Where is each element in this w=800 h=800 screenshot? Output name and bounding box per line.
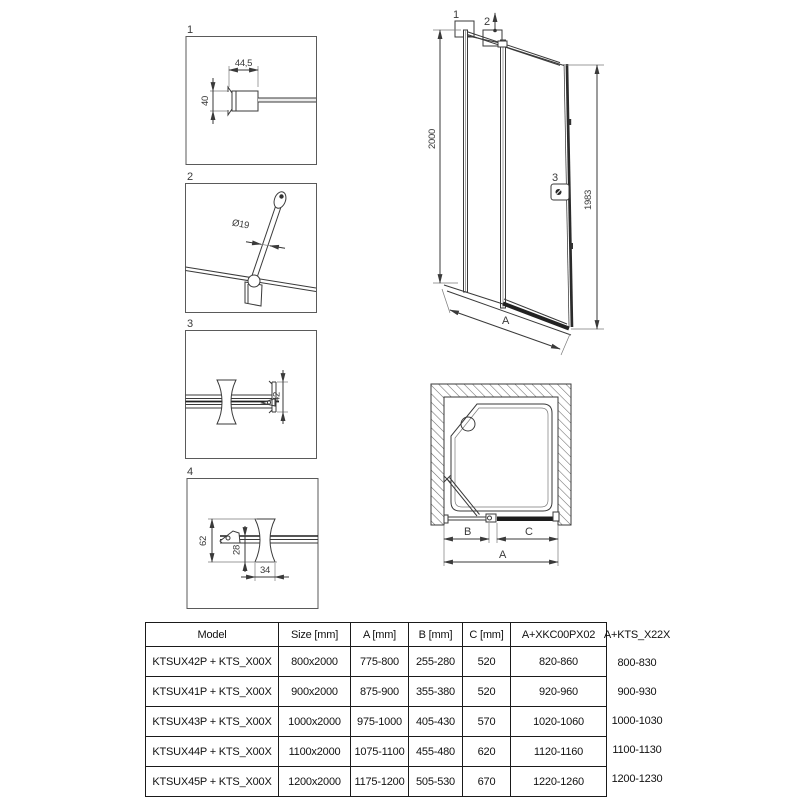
cell-a-kts: 1000-1030 — [611, 714, 663, 727]
door-closed-position — [444, 512, 559, 523]
cell-c: 520 — [463, 677, 511, 707]
cell-c: 670 — [463, 767, 511, 797]
cell-size: 1200x2000 — [279, 767, 351, 797]
detail-panel-3 — [184, 314, 319, 460]
panel-4-number: 4 — [187, 466, 194, 478]
table-row — [146, 737, 607, 767]
cell-model: KTSUX43P + KTS_X00X — [146, 707, 279, 737]
svg-text:62: 62 — [198, 536, 209, 546]
cell-a-xkc: 1220-1260 — [511, 767, 607, 797]
spec-table-main — [145, 622, 607, 797]
cell-size: 1000x2000 — [279, 707, 351, 737]
cell-a-xkc: 820-860 — [511, 647, 607, 677]
dim-b — [444, 523, 489, 543]
callout-3-label: 3 — [552, 172, 559, 184]
cell-b: 455-480 — [409, 737, 463, 767]
svg-text:Ø19: Ø19 — [231, 217, 250, 232]
panel-2-number: 2 — [187, 171, 194, 183]
shower-tray — [451, 404, 552, 511]
cell-a-xkc: 1120-1160 — [511, 737, 607, 767]
svg-text:42: 42 — [271, 392, 283, 402]
cell-a-xkc: 1020-1060 — [511, 707, 607, 737]
cell-b: 255-280 — [409, 647, 463, 677]
column-header-c: C [mm] — [463, 623, 511, 647]
cell-model: KTSUX45P + KTS_X00X — [146, 767, 279, 797]
cell-model: KTSUX41P + KTS_X00X — [146, 677, 279, 707]
cell-b: 505-530 — [409, 767, 463, 797]
cell-b: 405-430 — [409, 707, 463, 737]
cell-a: 1075-1100 — [351, 737, 409, 767]
svg-text:40: 40 — [200, 96, 211, 106]
spec-table-extra-column — [603, 622, 671, 793]
svg-text:34: 34 — [260, 565, 270, 576]
mounting-pin — [493, 13, 497, 32]
cell-a: 975-1000 — [351, 707, 409, 737]
cell-size: 800x2000 — [279, 647, 351, 677]
table-row — [146, 647, 607, 677]
column-header-b: B [mm] — [409, 623, 463, 647]
panel-1-number: 1 — [187, 24, 194, 36]
cell-a-kts: 800-830 — [617, 656, 657, 669]
column-header-model: Model — [146, 623, 279, 647]
cell-model: KTSUX44P + KTS_X00X — [146, 737, 279, 767]
svg-text:B: B — [464, 526, 472, 538]
detail-panel-2 — [184, 167, 319, 313]
column-header-a-xkc: A+XKC00PX02 — [511, 623, 607, 647]
cell-model: KTSUX42P + KTS_X00X — [146, 647, 279, 677]
callout-1-label: 1 — [453, 9, 460, 21]
cell-a-kts: 900-930 — [617, 685, 657, 698]
detail-panel-1 — [184, 20, 319, 166]
callout-2-label: 2 — [484, 16, 491, 28]
door-open-position — [444, 476, 480, 517]
svg-text:28: 28 — [231, 545, 243, 555]
plan-view — [425, 371, 610, 578]
elevation-view — [425, 3, 630, 365]
dim-c — [497, 523, 558, 543]
cell-c: 520 — [463, 647, 511, 677]
cell-b: 355-380 — [409, 677, 463, 707]
cell-a: 875-900 — [351, 677, 409, 707]
cell-a: 775-800 — [351, 647, 409, 677]
dim-total-height — [427, 30, 461, 283]
table-row — [146, 677, 607, 707]
svg-text:A: A — [499, 549, 507, 561]
header-row — [146, 623, 607, 647]
cell-a-kts: 1100-1130 — [612, 743, 662, 756]
cell-c: 620 — [463, 737, 511, 767]
drain-icon — [461, 417, 475, 431]
column-header-a: A [mm] — [351, 623, 409, 647]
walls-hatched — [431, 384, 571, 525]
knob-icon — [551, 184, 569, 200]
cell-c: 570 — [463, 707, 511, 737]
spec-table — [145, 622, 671, 797]
svg-text:44,5: 44,5 — [234, 58, 253, 69]
dim-a — [444, 543, 558, 566]
svg-text:1983: 1983 — [583, 190, 594, 210]
cell-size: 900x2000 — [279, 677, 351, 707]
svg-text:C: C — [525, 526, 533, 538]
table-row — [146, 707, 607, 737]
cell-a: 1175-1200 — [351, 767, 409, 797]
column-header-a-kts: A+KTS_X22X — [603, 629, 671, 641]
cell-a-kts: 1200-1230 — [611, 772, 663, 785]
column-header-size: Size [mm] — [279, 623, 351, 647]
table-row — [146, 767, 607, 797]
cell-size: 1100x2000 — [279, 737, 351, 767]
panel-3-number: 3 — [187, 318, 194, 330]
svg-text:2000: 2000 — [427, 129, 438, 149]
cell-a-xkc: 920-960 — [511, 677, 607, 707]
svg-text:A: A — [502, 315, 510, 327]
detail-panel-4 — [184, 462, 320, 612]
